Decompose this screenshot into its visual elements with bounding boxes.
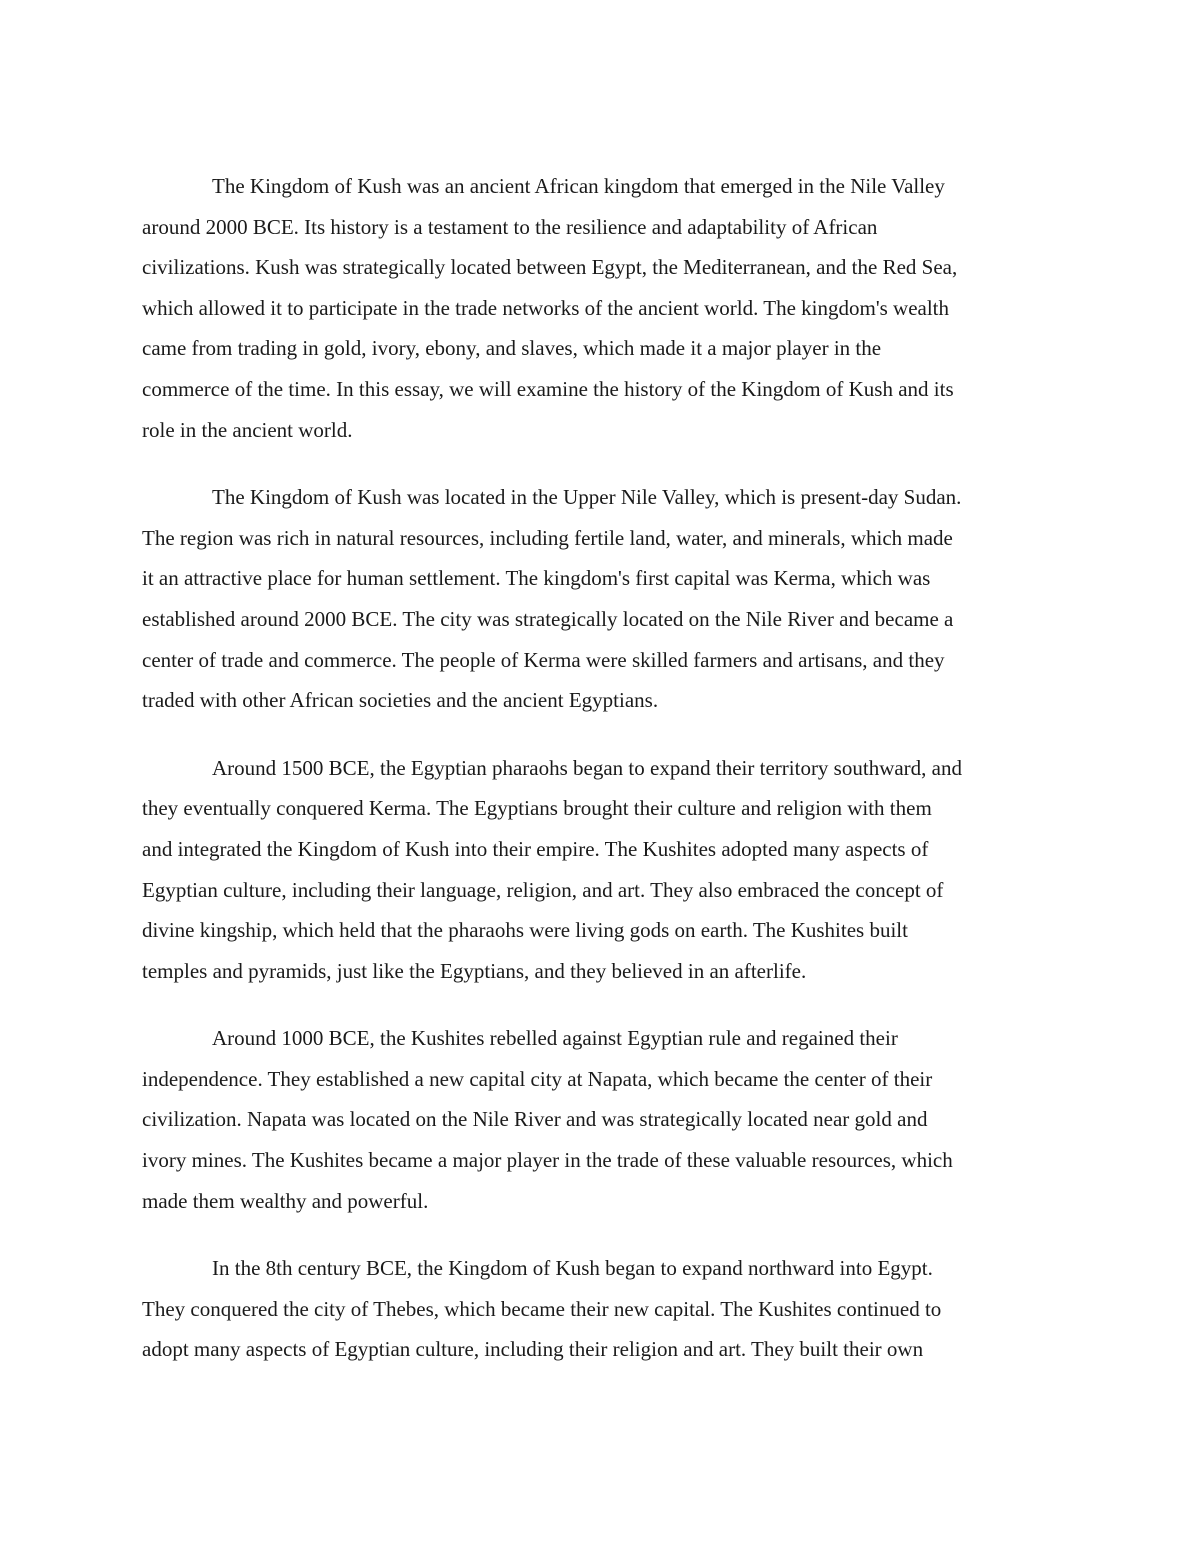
- paragraph-1: [142, 166, 1060, 450]
- text-line: established around 2000 BCE. The city was strategically located on the Nile River and became a: [142, 606, 954, 631]
- text-line: Egyptian culture, including their language, religion, and art. They also embraced the concept of: [142, 877, 944, 902]
- text-line: The Kingdom of Kush was an ancient African kingdom that emerged in the Nile Valley: [212, 174, 945, 198]
- paragraph-5: [142, 1248, 1060, 1370]
- text-line: The region was rich in natural resources, including fertile land, water, and minerals, which made: [142, 525, 953, 550]
- text-line: Around 1000 BCE, the Kushites rebelled against Egyptian rule and regained their: [212, 1026, 898, 1051]
- text-line: They conquered the city of Thebes, which became their new capital. The Kushites continued to: [142, 1296, 942, 1321]
- text-line: commerce of the time. In this essay, we will examine the history of the Kingdom of Kush and its: [142, 376, 954, 401]
- text-line: independence. They established a new capital city at Napata, which became the center of their: [142, 1066, 933, 1091]
- text-line: they eventually conquered Kerma. The Egyptians brought their culture and religion with them: [142, 796, 932, 821]
- text-line: it an attractive place for human settlement. The kingdom's first capital was Kerma, which was: [142, 566, 931, 591]
- text-line: came from trading in gold, ivory, ebony, and slaves, which made it a major player in the: [142, 336, 882, 361]
- text-line: The Kingdom of Kush was located in the Upper Nile Valley, which is present-day Sudan.: [212, 485, 962, 510]
- text-line: In the 8th century BCE, the Kingdom of Kush began to expand northward into Egypt.: [212, 1256, 933, 1281]
- text-line: traded with other African societies and the ancient Egyptians.: [142, 688, 659, 713]
- text-line: role in the ancient world.: [142, 417, 353, 442]
- text-line: made them wealthy and powerful.: [142, 1188, 429, 1213]
- text-line: ivory mines. The Kushites became a major player in the trade of these valuable resources, which: [142, 1148, 953, 1173]
- text-line: temples and pyramids, just like the Egyptians, and they believed in an afterlife.: [142, 958, 807, 983]
- text-line: and integrated the Kingdom of Kush into their empire. The Kushites adopted many aspects of: [142, 836, 929, 861]
- document-page: [142, 166, 1060, 1397]
- text-line: which allowed it to participate in the trade networks of the ancient world. The kingdom's wealth: [142, 295, 950, 320]
- paragraph-3: [142, 748, 1060, 992]
- text-line: civilization. Napata was located on the Nile River and was strategically located near gold and: [142, 1107, 928, 1132]
- text-line: Around 1500 BCE, the Egyptian pharaohs began to expand their territory southward, and: [212, 755, 962, 780]
- text-line: civilizations. Kush was strategically located between Egypt, the Mediterranean, and the Red Sea,: [142, 255, 958, 280]
- text-line: center of trade and commerce. The people of Kerma were skilled farmers and artisans, and they: [142, 647, 945, 672]
- text-line: around 2000 BCE. Its history is a testament to the resilience and adaptability of African: [142, 214, 878, 239]
- paragraph-4: [142, 1018, 1060, 1221]
- text-line: divine kingship, which held that the pharaohs were living gods on earth. The Kushites built: [142, 918, 908, 943]
- text-line: adopt many aspects of Egyptian culture, including their religion and art. They built their own: [142, 1337, 924, 1362]
- paragraph-2: [142, 477, 1060, 721]
